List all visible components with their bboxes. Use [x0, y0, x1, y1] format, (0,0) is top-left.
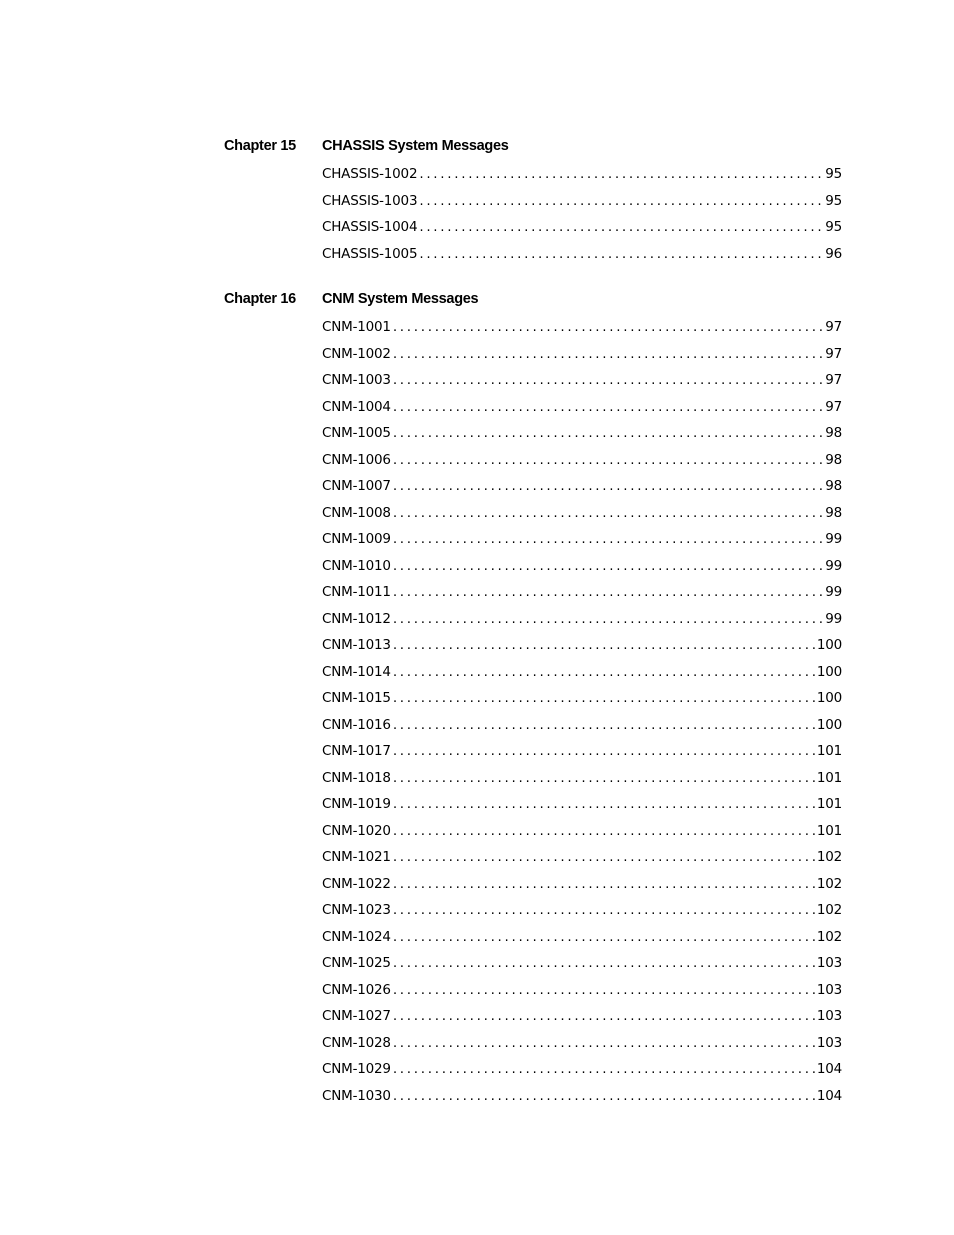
dot-leader [391, 370, 825, 390]
toc-entry-page-number: 99 [825, 610, 842, 627]
toc-entry-page-number: 95 [825, 192, 842, 209]
toc-entry[interactable] [322, 217, 842, 244]
toc-entry-page-number: 95 [825, 219, 842, 235]
dot-leader [391, 794, 817, 814]
toc-entry-name: CNM-1018 [322, 769, 391, 786]
toc-entry-name: CNM-1004 [322, 398, 391, 415]
toc-entry[interactable] [322, 344, 842, 371]
toc-entry-name: CNM-1006 [322, 451, 391, 468]
chapter-title: CNM System Messages [322, 291, 479, 307]
toc-entry-page-number: 97 [825, 398, 842, 415]
toc-entry-name: CNM-1008 [322, 504, 391, 521]
toc-entry-name: CNM-1014 [322, 663, 391, 680]
toc-entry-page-number: 100 [816, 716, 842, 733]
toc-entry-name: CNM-1026 [322, 981, 391, 998]
dot-leader [391, 688, 817, 708]
toc-entry-name: CHASSIS-1004 [322, 219, 418, 235]
toc-entry-name: CNM-1011 [322, 584, 391, 600]
dot-leader [391, 900, 817, 920]
toc-entry[interactable] [322, 609, 842, 636]
toc-entry-name: CHASSIS-1002 [322, 166, 418, 182]
toc-entry[interactable] [322, 1033, 842, 1060]
dot-leader [417, 191, 825, 211]
toc-entry-name: CNM-1027 [322, 1008, 391, 1024]
toc-entry-page-number: 95 [825, 166, 842, 182]
dot-leader [391, 635, 817, 655]
chapter-heading [224, 289, 842, 309]
toc-entry-name: CNM-1022 [322, 875, 391, 892]
dot-leader [391, 953, 817, 973]
dot-leader [391, 503, 825, 523]
toc-entry[interactable] [322, 900, 842, 927]
toc-entry[interactable] [322, 688, 842, 715]
dot-leader [391, 1059, 817, 1079]
toc-entry[interactable] [322, 476, 842, 503]
toc-entry-page-number: 96 [825, 245, 842, 262]
toc-entry[interactable] [322, 1086, 842, 1113]
toc-entry-page-number: 102 [816, 902, 842, 918]
toc-entry-page-number: 98 [825, 504, 842, 521]
dot-leader [391, 397, 825, 417]
chapter-label: Chapter 16 [224, 291, 296, 307]
toc-entry-name: CNM-1015 [322, 690, 391, 706]
toc-entry-name: CNM-1030 [322, 1087, 391, 1104]
toc-entry-name: CNM-1012 [322, 610, 391, 627]
toc-entry[interactable] [322, 423, 842, 450]
toc-entry-page-number: 99 [825, 557, 842, 574]
toc-entry-name: CNM-1003 [322, 372, 391, 388]
dot-leader [391, 741, 817, 761]
dot-leader [391, 450, 825, 470]
toc-entry[interactable] [322, 715, 842, 742]
toc-entry-page-number: 97 [825, 345, 842, 362]
toc-entry[interactable] [322, 503, 842, 530]
toc-entry-page-number: 103 [816, 981, 842, 998]
toc-entry[interactable] [322, 635, 842, 662]
toc-entry[interactable] [322, 164, 842, 191]
toc-entry-page-number: 97 [825, 372, 842, 388]
toc-entry-name: CNM-1024 [322, 928, 391, 945]
toc-entry-name: CNM-1020 [322, 822, 391, 839]
dot-leader [391, 847, 817, 867]
toc-entry-page-number: 102 [816, 928, 842, 945]
toc-entry-name: CNM-1002 [322, 345, 391, 362]
toc-entry-page-number: 103 [816, 1034, 842, 1051]
toc-entry-name: CHASSIS-1003 [322, 192, 418, 209]
dot-leader [391, 476, 825, 496]
toc-entry[interactable] [322, 397, 842, 424]
toc-entry-name: CNM-1017 [322, 743, 391, 759]
chapter-heading [224, 136, 842, 156]
dot-leader [391, 927, 817, 947]
toc-entry-page-number: 100 [816, 663, 842, 680]
toc-entry-page-number: 98 [825, 451, 842, 468]
dot-leader [417, 217, 825, 237]
dot-leader [391, 1086, 817, 1106]
toc-entry-page-number: 101 [816, 769, 842, 786]
toc-entry-page-number: 98 [825, 478, 842, 494]
toc-entry-name: CNM-1021 [322, 849, 391, 865]
toc-entry-name: CNM-1007 [322, 478, 391, 494]
toc-entry-page-number: 102 [816, 849, 842, 865]
dot-leader [391, 1033, 817, 1053]
chapter-15-section [224, 136, 842, 262]
toc-entry-page-number: 97 [825, 319, 842, 335]
toc-entry-name: CNM-1009 [322, 531, 391, 547]
toc-entry[interactable] [322, 794, 842, 821]
toc-entry[interactable] [322, 1059, 842, 1086]
toc-entry[interactable] [322, 874, 842, 901]
dot-leader [417, 244, 825, 264]
toc-entry[interactable] [322, 317, 842, 344]
toc-entry-list [322, 317, 842, 1112]
toc-entry-page-number: 102 [816, 875, 842, 892]
toc-entry[interactable] [322, 662, 842, 689]
toc-entry[interactable] [322, 768, 842, 795]
toc-entry[interactable] [322, 1006, 842, 1033]
dot-leader [391, 344, 825, 364]
dot-leader [417, 164, 825, 184]
toc-entry[interactable] [322, 741, 842, 768]
dot-leader [391, 980, 817, 1000]
toc-entry[interactable] [322, 847, 842, 874]
toc-entry-name: CNM-1005 [322, 425, 391, 441]
toc-entry[interactable] [322, 244, 842, 271]
toc-entry[interactable] [322, 927, 842, 954]
dot-leader [391, 529, 825, 549]
toc-entry-name: CNM-1010 [322, 557, 391, 574]
toc-entry[interactable] [322, 191, 842, 218]
toc-entry[interactable] [322, 980, 842, 1007]
dot-leader [391, 715, 817, 735]
dot-leader [391, 556, 825, 576]
toc-entry-name: CNM-1016 [322, 716, 391, 733]
toc-entry-page-number: 100 [816, 637, 842, 653]
toc-entry-name: CNM-1028 [322, 1034, 391, 1051]
toc-entry-page-number: 101 [816, 796, 842, 812]
toc-entry-name: CNM-1025 [322, 955, 391, 971]
toc-entry-page-number: 98 [825, 425, 842, 441]
dot-leader [391, 768, 817, 788]
dot-leader [391, 317, 825, 337]
dot-leader [391, 874, 817, 894]
toc-entry-page-number: 100 [816, 690, 842, 706]
toc-entry-name: CHASSIS-1005 [322, 245, 418, 262]
chapter-16-section [224, 289, 842, 1104]
toc-entry[interactable] [322, 529, 842, 556]
toc-entry[interactable] [322, 953, 842, 980]
toc-entry[interactable] [322, 582, 842, 609]
toc-entry-page-number: 99 [825, 584, 842, 600]
dot-leader [391, 662, 817, 682]
toc-entry-name: CNM-1001 [322, 319, 391, 335]
toc-entry-name: CNM-1023 [322, 902, 391, 918]
dot-leader [391, 821, 817, 841]
toc-entry-page-number: 101 [816, 743, 842, 759]
dot-leader [391, 423, 825, 443]
toc-entry-name: CNM-1029 [322, 1061, 391, 1077]
chapter-title: CHASSIS System Messages [322, 138, 509, 154]
toc-entry[interactable] [322, 450, 842, 477]
toc-entry[interactable] [322, 821, 842, 848]
toc-entry-page-number: 103 [816, 955, 842, 971]
dot-leader [391, 609, 825, 629]
chapter-label: Chapter 15 [224, 138, 296, 154]
toc-entry-list [322, 164, 842, 270]
toc-entry-name: CNM-1013 [322, 637, 391, 653]
toc-entry-page-number: 99 [825, 531, 842, 547]
toc-entry-page-number: 103 [816, 1008, 842, 1024]
toc-entry-name: CNM-1019 [322, 796, 391, 812]
toc-entry-page-number: 101 [816, 822, 842, 839]
toc-entry-page-number: 104 [816, 1087, 842, 1104]
toc-entry[interactable] [322, 370, 842, 397]
dot-leader [391, 582, 825, 602]
toc-entry[interactable] [322, 556, 842, 583]
dot-leader [391, 1006, 817, 1026]
toc-entry-page-number: 104 [816, 1061, 842, 1077]
